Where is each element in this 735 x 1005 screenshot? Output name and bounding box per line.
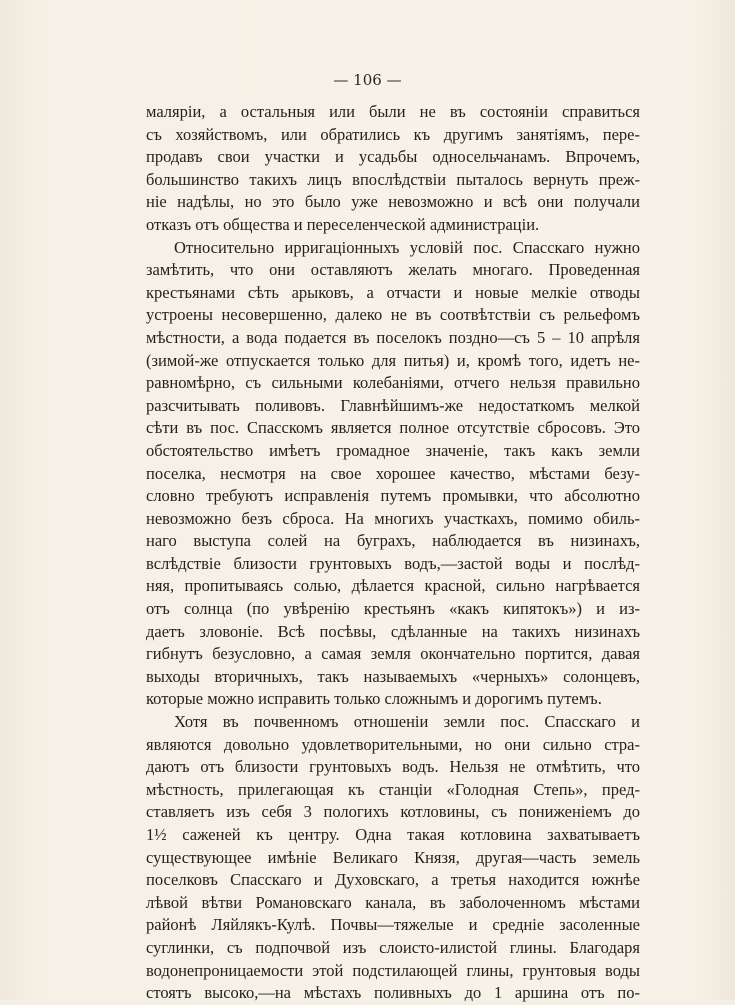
text-line: съ хозяйствомъ, или обратились къ другимъ занятіямъ, пере- (146, 124, 640, 144)
text-line: сѣти въ пос. Спасскомъ является полное отсутствіе сбросовъ. Это (146, 418, 640, 438)
page-number: — 106 — (333, 71, 402, 89)
text-line: гибнутъ безусловно, а самая земля окончательно портится, давая (146, 644, 640, 664)
text-line: продавъ свои участки и усадьбы односельчанамъ. Впрочемъ, (146, 147, 640, 167)
text-line: отказъ отъ общества и переселенческой администраціи. (146, 214, 540, 234)
body-text (146, 101, 640, 1005)
text-line: существующее имѣніе Великаго Князя, другая—часть земель (146, 847, 640, 867)
text-line: являются довольно удовлетворительными, но они сильно стра- (146, 734, 640, 754)
text-line: ніе надѣлы, но это было уже невозможно и всѣ они получали (146, 192, 640, 212)
text-line: (зимой-же отпускается только для питья) и, кромѣ того, идетъ не- (146, 350, 640, 370)
text-line: разсчитывать поливовъ. Главнѣйшимъ-же недостаткомъ мелкой (146, 395, 640, 415)
text-line: суглинки, съ подпочвой изъ слоисто-илистой глины. Благодаря (146, 937, 640, 957)
text-line: стоятъ высоко,—на мѣстахъ поливныхъ до 1 аршина отъ по- (146, 983, 640, 1003)
text-line: Хотя въ почвенномъ отношеніи земли пос. Спасскаго и (174, 712, 640, 732)
text-line: вслѣдствіе близости грунтовыхъ водъ,—застой воды и послѣд- (146, 553, 640, 573)
text-line: лѣвой вѣтви Романовскаго канала, въ заболоченномъ мѣстами (146, 892, 640, 912)
text-line: мѣстности, а вода подается въ поселокъ поздно—съ 5 – 10 апрѣля (146, 327, 640, 347)
text-line: даютъ отъ близости грунтовыхъ водъ. Нельзя не отмѣтить, что (146, 757, 640, 777)
text-line: районѣ Ляйлякъ-Кулѣ. Почвы—тяжелые и средніе засоленные (146, 915, 640, 935)
text-line: замѣтить, что они оставляютъ желать многаго. Проведенная (146, 260, 640, 280)
text-line: даетъ зловоніе. Всѣ посѣвы, сдѣланные на такихъ низинахъ (146, 621, 640, 641)
text-line: няя, пропитываясь солью, дѣлается красной, сильно нагрѣвается (146, 576, 640, 596)
text-line: обстоятельство имѣетъ громадное значеніе, такъ какъ земли (146, 440, 640, 460)
text-line: маляріи, а остальныя или были не въ состояніи справиться (146, 102, 640, 121)
text-line: Относительно ирригаціонныхъ условій пос. Спасскаго нужно (174, 237, 640, 257)
text-line: отъ солнца (по увѣренію крестьянъ «какъ кипятокъ») и из- (146, 599, 640, 619)
text-line: устроены несовершенно, далеко не въ соотвѣтствіи съ рельефомъ (146, 305, 640, 325)
text-line: поселка, несмотря на свое хорошее качество, мѣстами безу- (146, 463, 640, 483)
text-line: равномѣрно, съ сильными колебаніями, отчего нельзя правильно (146, 373, 640, 393)
text-line: крестьянами сѣть арыковъ, а отчасти и новые мелкіе отводы (146, 282, 640, 302)
text-line: мѣстность, прилегающая къ станціи «Голодная Степь», пред- (146, 779, 640, 799)
text-line: большинство такихъ лицъ впослѣдствіи пыталось вернуть преж- (146, 169, 640, 189)
text-line: невозможно безъ сброса. На многихъ участкахъ, помимо обиль- (146, 508, 640, 528)
text-line: водонепроницаемости этой подстилающей глины, грунтовыя воды (146, 960, 640, 980)
text-line: словно требуютъ исправленія путемъ промывки, что абсолютно (146, 486, 640, 506)
text-line: 1½ саженей къ центру. Одна такая котловина захватываетъ (146, 825, 640, 844)
text-line: выходы вторичныхъ, такъ называемыхъ «черныхъ» солонцевъ, (146, 666, 640, 686)
text-line: поселковъ Спасскаго и Духовскаго, а третья находится южнѣе (146, 870, 640, 890)
text-line: наго выступа солей на буграхъ, наблюдается въ низинахъ, (146, 531, 640, 551)
text-line: которые можно исправить только сложнымъ и дорогимъ путемъ. (146, 689, 602, 709)
text-line: ставляетъ изъ себя 3 пологихъ котловины, съ пониженіемъ до (146, 802, 640, 822)
